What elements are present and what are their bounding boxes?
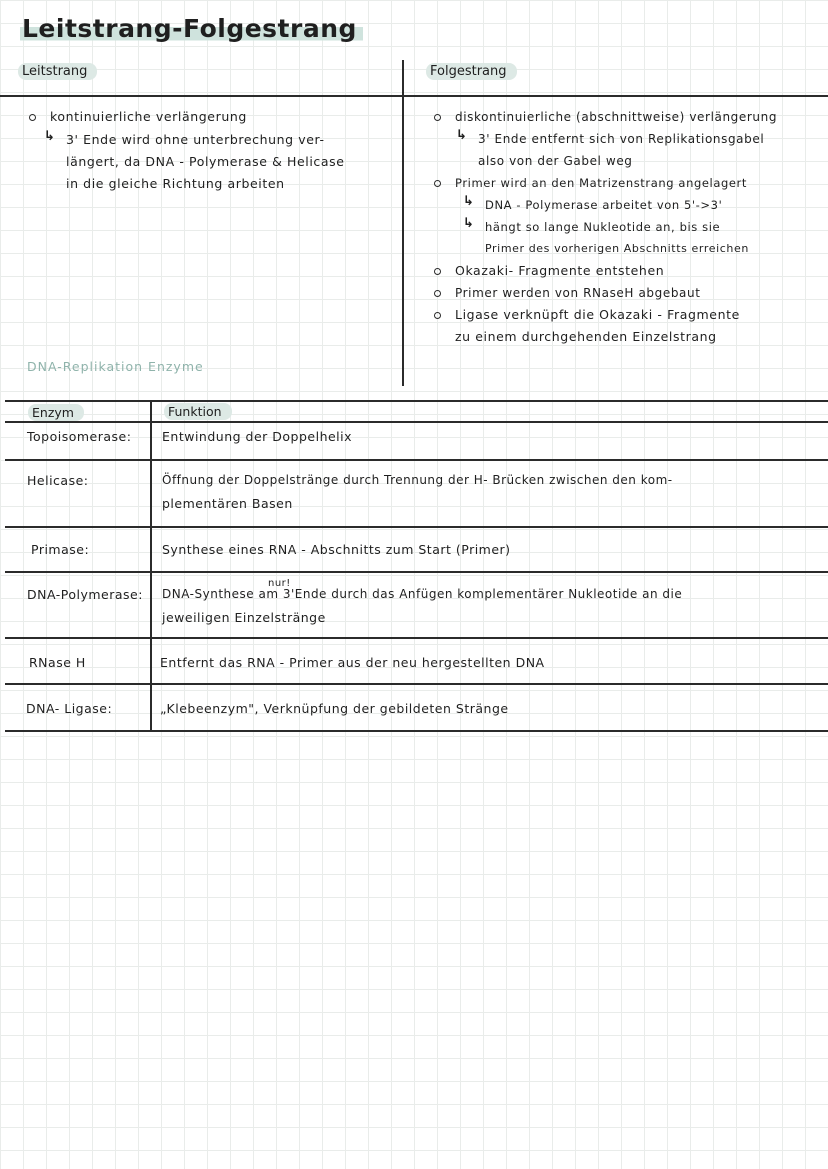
folge-bullet-5-line-2: zu einem durchgehenden Einzelstrang [455,329,717,344]
table-rule [5,683,828,685]
leit-bullet-1: kontinuierliche verlängerung [50,106,247,128]
folge-sub-line: Primer des vorherigen Abschnitts erreichen [485,242,749,255]
leit-sub-1 [44,129,345,195]
folge-content [455,106,777,348]
table-rule [5,637,828,639]
arrow-icon: ↳ [456,128,467,143]
table-rule [5,526,828,528]
folgestrang-header: Folgestrang [426,63,517,80]
table-rule [5,421,828,423]
leit-sub-line: 3' Ende wird ohne unterbrechung ver- [66,132,325,147]
table-column-divider [150,400,152,732]
folge-sub-line: hängt so lange Nukleotide an, bis sie [485,220,721,234]
note-nur: nur! [268,578,291,589]
folge-bullet-5: Ligase verknüpft die Okazaki - Fragmente [455,304,777,326]
folge-sub-line: 3' Ende entfernt sich von Replikationsgabel [478,132,765,146]
enzym-function: Öffnung der Doppelstränge durch Trennung der H- Brücken zwischen den kom- [162,473,673,487]
folge-sub-line: DNA - Polymerase arbeitet von 5'->3' [485,198,723,212]
enzym-function: Entwindung der Doppelhelix [162,429,353,444]
enzym-name: Topoisomerase: [27,429,132,444]
enzym-function: DNA-Synthese am 3'Ende durch das Anfügen komplementärer Nukleotide an die [162,587,683,601]
table-header-funktion: Funktion [164,403,232,420]
enzym-function: Synthese eines RNA - Abschnitts zum Start (Primer) [162,542,511,557]
enzym-name: RNase H [29,655,86,670]
folge-bullet-3: Okazaki- Fragmente entstehen [455,260,777,282]
enzym-function: jeweiligen Einzelstränge [162,610,326,625]
folge-sub-2 [463,194,807,216]
table-rule [5,730,828,732]
table-rule [5,571,828,573]
folge-sub-3 [463,216,807,260]
enzym-function: plementären Basen [162,496,293,511]
table-header-enzym: Enzym [28,404,84,421]
folge-sub-line: also von der Gabel weg [478,154,633,168]
leit-sub-line: längert, da DNA - Polymerase & Helicase [66,154,345,169]
enzym-name: Helicase: [27,473,89,488]
enzym-function: „Klebeenzym", Verknüpfung der gebildeten Stränge [160,701,509,716]
folge-bullet-4: Primer werden von RNaseH abgebaut [455,282,777,304]
arrow-icon: ↳ [44,129,55,144]
table-rule [5,459,828,461]
folge-sub-1 [456,128,800,172]
column-divider [402,60,404,386]
enzym-name: DNA-Polymerase: [27,587,143,602]
enzymes-subheading: DNA-Replikation Enzyme [27,359,204,374]
arrow-icon: ↳ [463,216,474,231]
leit-sub-line: in die gleiche Richtung arbeiten [66,176,285,191]
folge-bullet-2: Primer wird an den Matrizenstrang angelagert [455,172,777,194]
section-divider-top [0,95,828,97]
leitstrang-header: Leitstrang [18,63,97,80]
enzym-function: Entfernt das RNA - Primer aus der neu hergestellten DNA [160,655,545,670]
arrow-icon: ↳ [463,194,474,209]
enzym-name: Primase: [31,542,90,557]
enzym-name: DNA- Ligase: [26,701,113,716]
table-rule [5,400,828,402]
page-title: Leitstrang-Folgestrang [20,14,363,43]
folge-bullet-1: diskontinuierliche (abschnittweise) verlängerung [455,106,777,128]
